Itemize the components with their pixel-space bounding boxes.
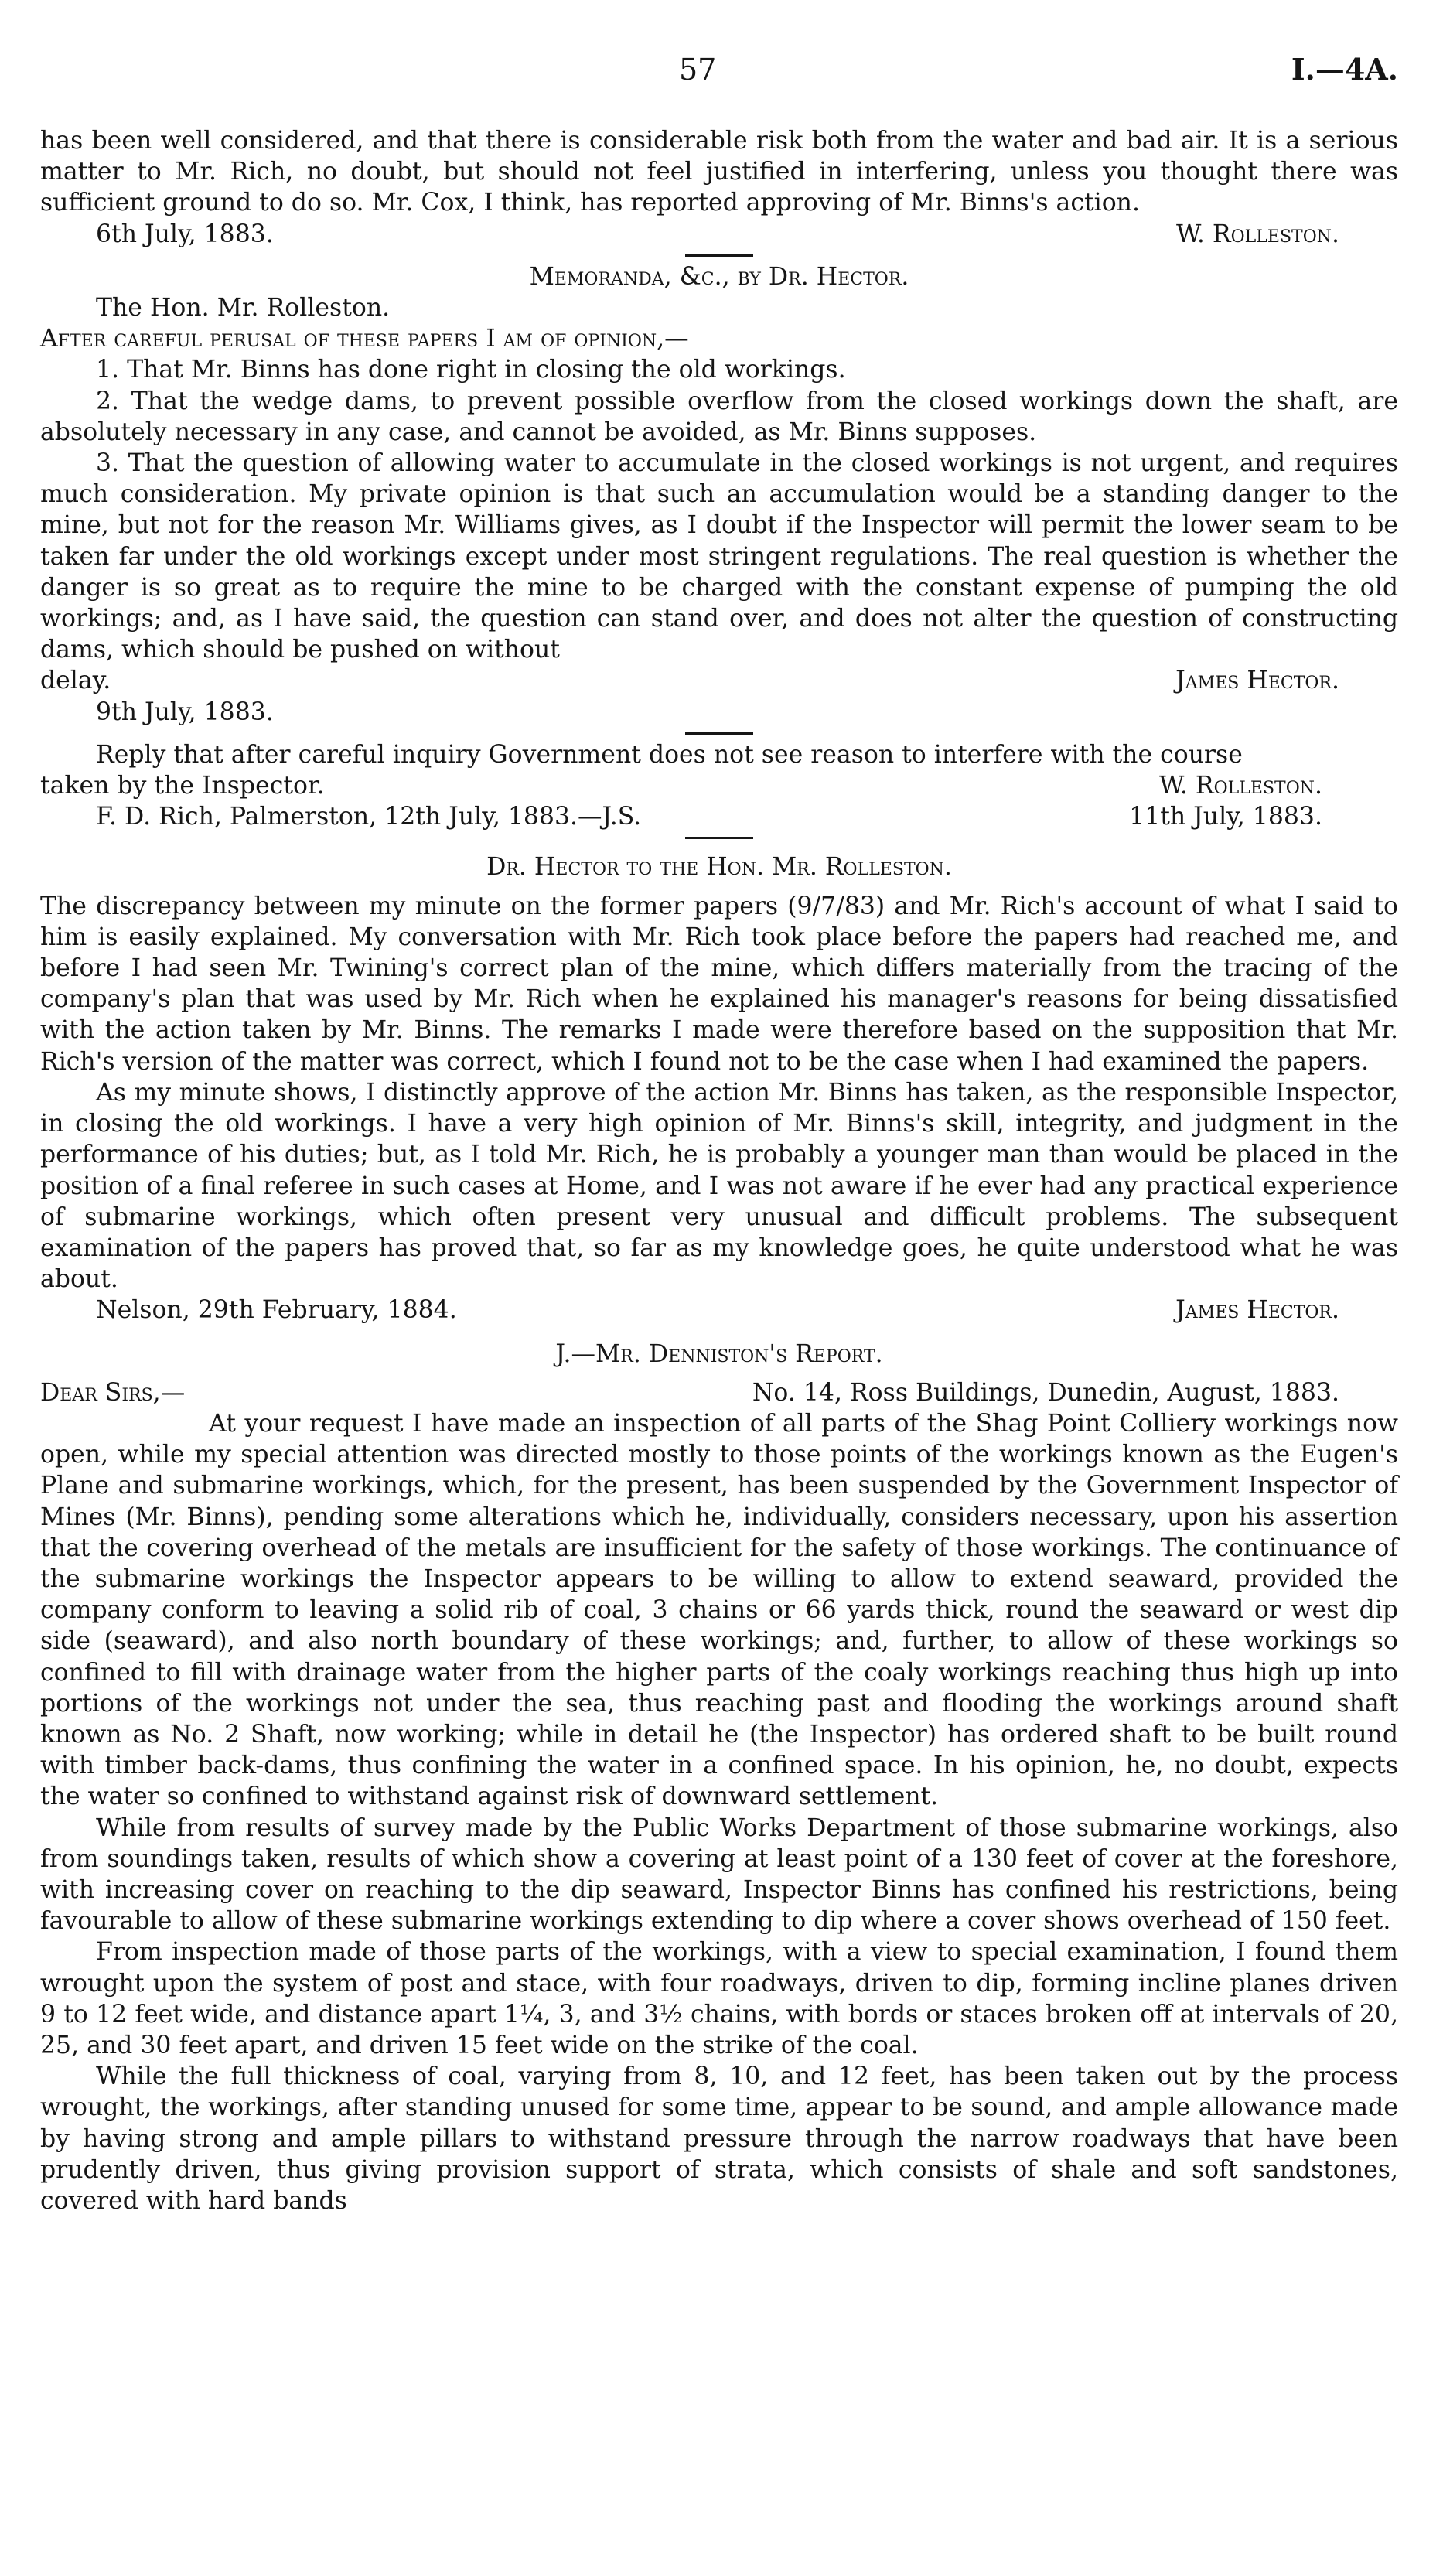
memoranda-signoff: [40, 665, 1398, 696]
report-paragraph-4: While the full thickness of coal, varying from 8, 10, and 12 feet, has been taken out by the process wrought, the workings, after standing unused for some time, appear to be sound, and ample allowance made by having strong and ample pillars to withstand pressure through the narrow roadways that have been prudently driven, thus giving provision support of strata, which consists of shale and soft sandstones, covered with hard bands: [40, 2063, 1398, 2215]
memoranda-salutation: The Hon. Mr. Rolleston.: [96, 294, 391, 322]
section-divider: [685, 732, 753, 735]
reply-note-row: [40, 801, 1398, 832]
section-divider: [685, 837, 753, 839]
rolleston-minute-text: has been well considered, and that there is considerable risk both from the water and bad air. It is a serious matter to Mr. Rich, no doubt, but should not feel justified in interfering, unless you thought there was sufficient ground to do so. Mr. Cox, I think, has reported approving of Mr. Binns's action.: [40, 127, 1398, 217]
memoranda-opening: [40, 323, 1398, 354]
memoranda-signature: James Hector.: [1175, 667, 1339, 695]
page-header: [0, 54, 1443, 93]
memoranda-point-1: 1. That Mr. Binns has done right in closing the old workings.: [96, 356, 846, 384]
report-paragraph-3: From inspection made of those parts of the workings, with a view to special examination, I found them wrought upon the system of post and stace, with four roadways, driven to dip, forming incline planes driven 9 to 12 feet wide, and distance apart 1¼, 3, and 3½ chains, with bords or staces broken off at intervals of 20, 25, and 30 feet apart, and driven 15 feet wide on the strike of the coal.: [40, 1938, 1398, 2059]
minute-signature: W. Rolleston.: [1176, 220, 1339, 248]
page-body: [40, 125, 1398, 2216]
memoranda-point-3: 3. That the question of allowing water to accumulate in the closed workings is not urgent, and requires much consideration. My private opinion is that such an accumulation would be a standing danger to the mine, but not for the reason Mr. Williams gives, as I doubt if the Inspector will permit the lower seam to be taken far under the old workings except under most stringent regulations. The real question is whether the danger is so great as to require the mine to be charged with the constant expense of pumping the old workings; and, as I have said, the question can stand over, and does not alter the question of constructing dams, which should be pushed on without: [40, 449, 1398, 664]
document-reference: I.—4A.: [1291, 52, 1398, 87]
memoranda-heading: Memoranda, &c., by Dr. Hector.: [529, 262, 909, 291]
minute-date: 6th July, 1883.: [96, 220, 274, 248]
reply-note: F. D. Rich, Palmerston, 12th July, 1883.—J.S.: [96, 803, 642, 831]
section-divider: [685, 254, 753, 257]
memoranda-date: 9th July, 1883.: [96, 698, 274, 726]
memoranda-point-3-end: delay.: [40, 667, 111, 695]
report-heading: J.—Mr. Denniston's Report.: [555, 1339, 883, 1368]
letter-signature: James Hector.: [1175, 1296, 1339, 1325]
reply-text-end: taken by the Inspector.: [40, 772, 325, 800]
report-salutation: Dear Sirs,—: [40, 1378, 186, 1407]
report-address: No. 14, Ross Buildings, Dunedin, August, 1883.: [752, 1378, 1339, 1407]
reply-signature: W. Rolleston.: [1159, 772, 1322, 800]
report-salutation-row: [40, 1377, 1398, 1408]
report-paragraph-1: At your request I have made an inspection of all parts of the Shag Point Colliery workings now open, while my special attention was directed mostly to those points of the workings known as the Eugen's Plane and submarine workings, which, for the present, has been suspended by the Government Inspector of Mines (Mr. Binns), pending some alterations which he, individually, considers necessary, upon his assertion that the covering overhead of the metals are insufficient for the safety of those workings. The continuance of the submarine workings the Inspector appears to be willing to allow to extend seaward, provided the company conform to leaving a solid rib of coal, 3 chains or 66 yards thick, round the seaward or west dip side (seaward), and also north boundary of these workings; and, further, to allow of these workings so confined to fill with drainage water from the higher parts of the coaly workings reaching thus high up into portions of the workings not under the sea, thus reaching past and flooding the workings around shaft known as No. 2 Shaft, now working; while in detail he (the Inspector) has ordered shaft to be built round with timber back-dams, thus confining the water in a confined space. In his opinion, he, no doubt, expects the water so confined to withstand against risk of downward settlement.: [40, 1409, 1398, 1811]
page-number: 57: [679, 53, 717, 87]
rolleston-minute-footer: [40, 219, 1398, 250]
letter-heading: Dr. Hector to the Hon. Mr. Rolleston.: [486, 853, 952, 882]
memoranda-point-2: 2. That the wedge dams, to prevent possible overflow from the closed workings down the shaft, are absolutely necessary in any case, and cannot be avoided, as Mr. Binns supposes.: [40, 387, 1398, 446]
reply-date: 11th July, 1883.: [1129, 803, 1322, 831]
letter-signoff: [40, 1295, 1398, 1326]
letter-paragraph-1: The discrepancy between my minute on the former papers (9/7/83) and Mr. Rich's account of what I said to him is easily explained. My conversation with Mr. Rich took place before the papers had reached me, and before I had seen Mr. Twining's correct plan of the mine, which differs materially from the tracing of the company's plan that was used by Mr. Rich when he explained his manager's reasons for being dissatisfied with the action taken by Mr. Binns. The remarks I made were therefore based on the supposition that Mr. Rich's version of the matter was correct, which I found not to be the case when I had examined the papers.: [40, 892, 1398, 1076]
letter-paragraph-2: As my minute shows, I distinctly approve of the action Mr. Binns has taken, as the responsible Inspector, in closing the old workings. I have a very high opinion of Mr. Binns's skill, integrity, and judgment in the performance of his duties; but, as I told Mr. Rich, he is probably a younger man than would be placed in the position of a final referee in such cases at Home, and I was not aware if he ever had any practical experience of submarine workings, which often present very unusual and difficult problems. The subsequent examination of the papers has proved that, so far as my knowledge goes, he quite understood what he was about.: [40, 1078, 1398, 1294]
letter-place-date: Nelson, 29th February, 1884.: [96, 1296, 457, 1325]
reply-text: Reply that after careful inquiry Government does not see reason to interfere with the course: [96, 740, 1243, 769]
reply-signoff: [40, 770, 1398, 801]
report-paragraph-2: While from results of survey made by the Public Works Department of those submarine workings, also from soundings taken, results of which show a covering at least point of a 130 feet of cover at the foreshore, with increasing cover on reaching to the dip seaward, Inspector Binns has confined his restrictions, being favourable to allow of these submarine workings extending to dip where a cover shows overhead of 150 feet.: [40, 1813, 1398, 1936]
memoranda-opening-text: After careful perusal of these papers I am of opinion,—: [40, 325, 689, 353]
